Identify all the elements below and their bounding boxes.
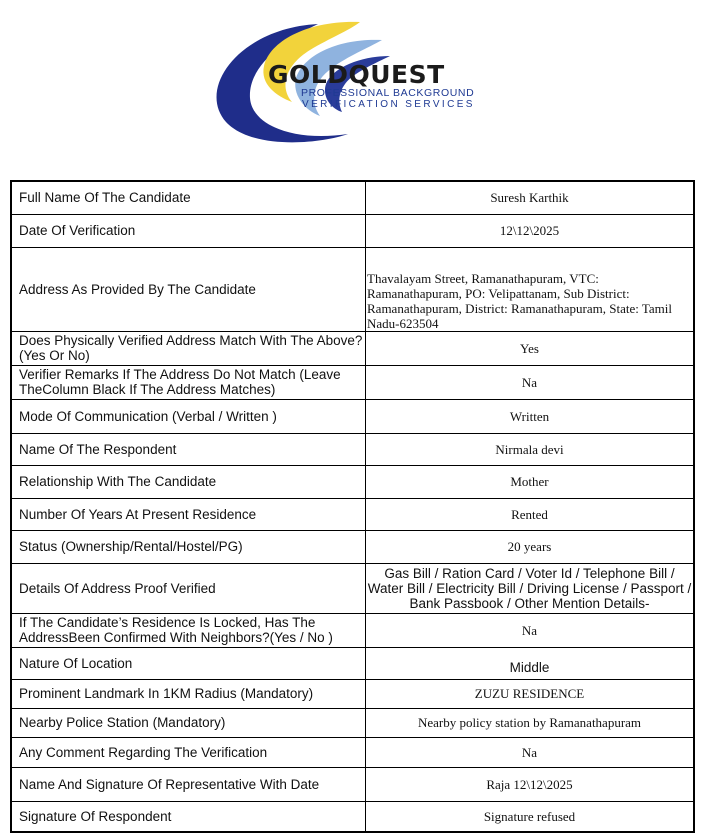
- row-value: Nirmala devi: [366, 433, 695, 465]
- row-value: Nearby policy station by Ramanathapuram: [366, 708, 695, 737]
- row-label: Signature Of Respondent: [11, 801, 366, 832]
- row-label: Does Physically Verified Address Match With The Above?(Yes Or No): [11, 331, 366, 365]
- row-value: Na: [366, 737, 695, 767]
- table-row: [11, 708, 694, 737]
- table-row: [11, 247, 694, 331]
- row-label: Mode Of Communication (Verbal / Written ): [11, 399, 366, 433]
- row-value: Na: [366, 613, 695, 647]
- row-value: Mother: [366, 465, 695, 498]
- row-value: [366, 247, 695, 331]
- row-value: Yes: [366, 331, 695, 365]
- table-row: [11, 530, 694, 563]
- row-label: Nature Of Location: [11, 647, 366, 679]
- row-label: Prominent Landmark In 1KM Radius (Mandatory): [11, 679, 366, 708]
- row-label: Any Comment Regarding The Verification: [11, 737, 366, 767]
- table-row: [11, 613, 694, 647]
- row-label: Date Of Verification: [11, 214, 366, 247]
- logo-brand-name: GOLDQUEST: [268, 60, 445, 89]
- row-value: Signature refused: [366, 801, 695, 832]
- row-label: Name And Signature Of Representative With Date: [11, 767, 366, 801]
- table-row: [11, 801, 694, 832]
- table-row: [11, 331, 694, 365]
- row-label: Verifier Remarks If The Address Do Not Match (Leave TheColumn Black If The Address Matches): [11, 365, 366, 399]
- row-value: Suresh Karthik: [366, 181, 695, 214]
- row-value: Na: [366, 365, 695, 399]
- table-row: [11, 767, 694, 801]
- row-value: 20 years: [366, 530, 695, 563]
- logo-tagline-secondary: VERIFICATION SERVICES: [302, 99, 475, 110]
- row-label: Relationship With The Candidate: [11, 465, 366, 498]
- verification-table: [10, 180, 695, 833]
- row-label: Number Of Years At Present Residence: [11, 498, 366, 530]
- row-value: Rented: [366, 498, 695, 530]
- logo-tagline-primary: PROFESSIONAL BACKGROUND: [301, 87, 475, 99]
- row-label: Address As Provided By The Candidate: [11, 247, 366, 331]
- table-row: [11, 365, 694, 399]
- table-row: [11, 433, 694, 465]
- logo-text-block: [268, 62, 475, 110]
- row-label: Details Of Address Proof Verified: [11, 563, 366, 613]
- table-row: [11, 181, 694, 214]
- row-value: ZUZU RESIDENCE: [366, 679, 695, 708]
- table-row: [11, 737, 694, 767]
- table-row: [11, 679, 694, 708]
- row-label: If The Candidate’s Residence Is Locked, Has The AddressBeen Confirmed With Neighbors?(Yes / No ): [11, 613, 366, 647]
- row-value: Gas Bill / Ration Card / Voter Id / Telephone Bill / Water Bill / Electricity Bill / Driving License / Passport / Bank Passbook / Other Mention Details-: [366, 563, 695, 613]
- row-value: 12\12\2025: [366, 214, 695, 247]
- table-row: [11, 563, 694, 613]
- table-row: [11, 214, 694, 247]
- row-label: Full Name Of The Candidate: [11, 181, 366, 214]
- table-row: [11, 498, 694, 530]
- address-value-text: Thavalayam Street, Ramanathapuram, VTC: Ramanathapuram, PO: Velipattanam, Sub District: Ramanathapuram, District: Ramanathapuram, State: Tamil Nadu-623504: [367, 270, 672, 331]
- table-row: [11, 647, 694, 679]
- row-label: Nearby Police Station (Mandatory): [11, 708, 366, 737]
- row-label: Name Of The Respondent: [11, 433, 366, 465]
- row-value: Raja 12\12\2025: [366, 767, 695, 801]
- row-value: Middle: [366, 647, 695, 679]
- table-row: [11, 465, 694, 498]
- row-value: Written: [366, 399, 695, 433]
- row-label: Status (Ownership/Rental/Hostel/PG): [11, 530, 366, 563]
- table-row: [11, 399, 694, 433]
